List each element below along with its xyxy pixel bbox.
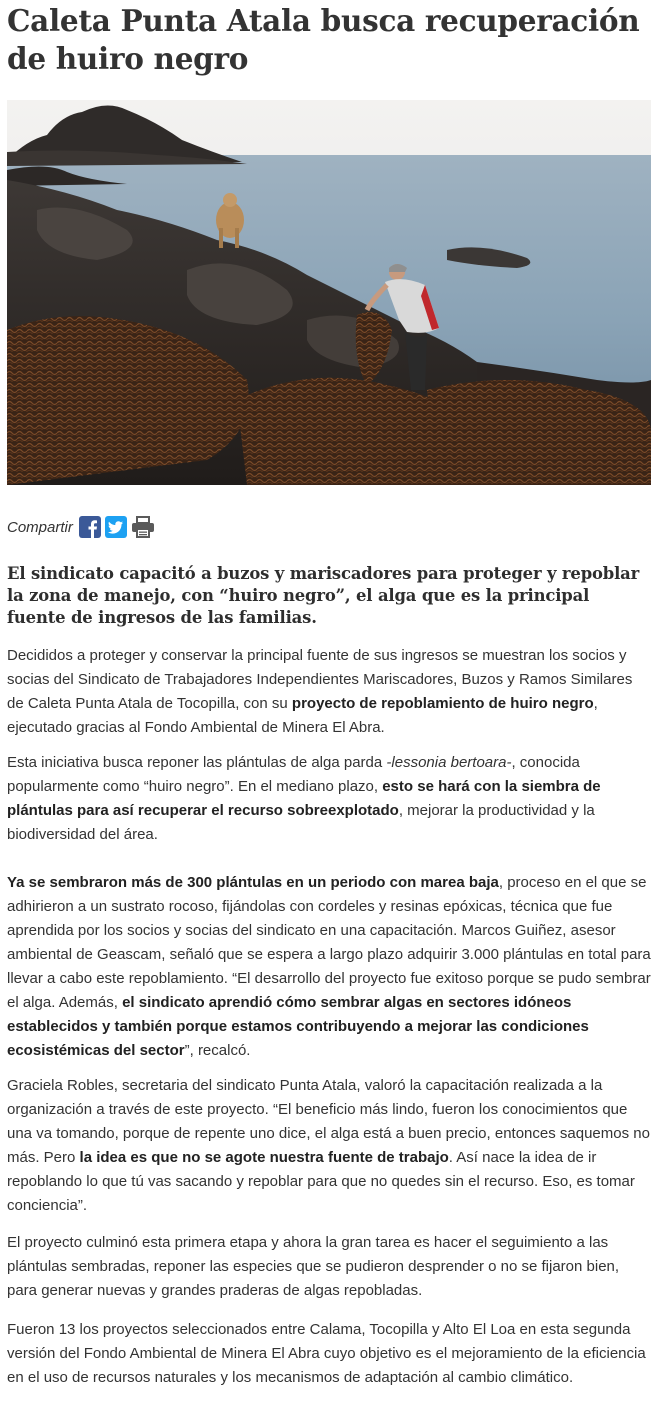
article-paragraph-4: Graciela Robles, secretaria del sindicato Punta Atala, valoró la capacitación realizada a la organización a través de este proyecto. “El beneficio más lindo, fueron los conocimientos que una va tomando, porque de repente uno dice, el alga está a buen precio, entonces saquemos no más. Pero la idea es que no se agote nuestra fuente de trabajo. Así nace la idea de ir repoblando lo que tú vas sacando y repoblar para que no quedes sin el recurso. Eso, es tomar conciencia”. <box>7 1077 650 1214</box>
article-paragraph-3: Ya se sembraron más de 300 plántulas en un periodo con marea baja, proceso en el que se adhirieron a un sustrato rocoso, fijándolas con cordeles y resinas epóxicas, técnica que fue aprendida por los socios y socias del sindicato en una capacitación. Marcos Guiñez, asesor ambiental de Geascam, señaló que se espera a largo plazo adquirir 3.000 plántulas en total para llevar a cabo este repoblamiento. “El desarrollo del proyecto fue exitoso porque se pudo sembrar el alga. Además, el sindicato aprendió cómo sembrar algas en sectores idóneos establecidos y también porque estamos contribuyendo a mejorar las condiciones ecosistémicas del sector”, recalcó. <box>7 874 651 1059</box>
article-paragraph-5: El proyecto culminó esta primera etapa y ahora la gran tarea es hacer el seguimiento a las plántulas sembradas, reponer las especies que se pudieron desprender o no se fijaron bien, para generar nuevas y grandes praderas de algas repobladas. <box>7 1234 620 1299</box>
article-title: Caleta Punta Atala busca recuperación de huiro negro <box>7 3 640 76</box>
article-paragraph-6: Fueron 13 los proyectos seleccionados entre Calama, Tocopilla y Alto El Loa en esta segunda versión del Fondo Ambiental de Minera El Abra cuyo objetivo es el mejoramiento de la eficiencia en el uso de recursos naturales y los mecanismos de adaptación al cambio climático. <box>7 1321 646 1386</box>
twitter-icon[interactable] <box>105 516 127 538</box>
article-lead: El sindicato capacitó a buzos y mariscadores para proteger y repoblar la zona de manejo, con “huiro negro”, el alga que es la principal fuente de ingresos de las familias. <box>7 564 640 627</box>
facebook-icon[interactable] <box>79 516 101 538</box>
article-paragraph-1: Decididos a proteger y conservar la principal fuente de sus ingresos se muestran los socios y socias del Sindicato de Trabajadores Independientes Mariscadores, Buzos y Ramos Similares de Caleta Punta Atala de Tocopilla, con su proyecto de repoblamiento de huiro negro, ejecutado gracias al Fondo Ambiental de Minera El Abra. <box>7 647 633 736</box>
share-label: Compartir <box>7 518 73 536</box>
share-bar <box>7 514 157 540</box>
article-paragraph-2: Esta iniciativa busca reponer las plántulas de alga parda -lessonia bertoara-, conocida popularmente como “huiro negro”. En el mediano plazo, esto se hará con la siembra de plántulas para así recuperar el recurso sobreexplotado, mejorar la productividad y la biodiversidad del área. <box>7 754 601 843</box>
hero-image <box>7 100 651 485</box>
print-icon[interactable] <box>131 516 153 538</box>
